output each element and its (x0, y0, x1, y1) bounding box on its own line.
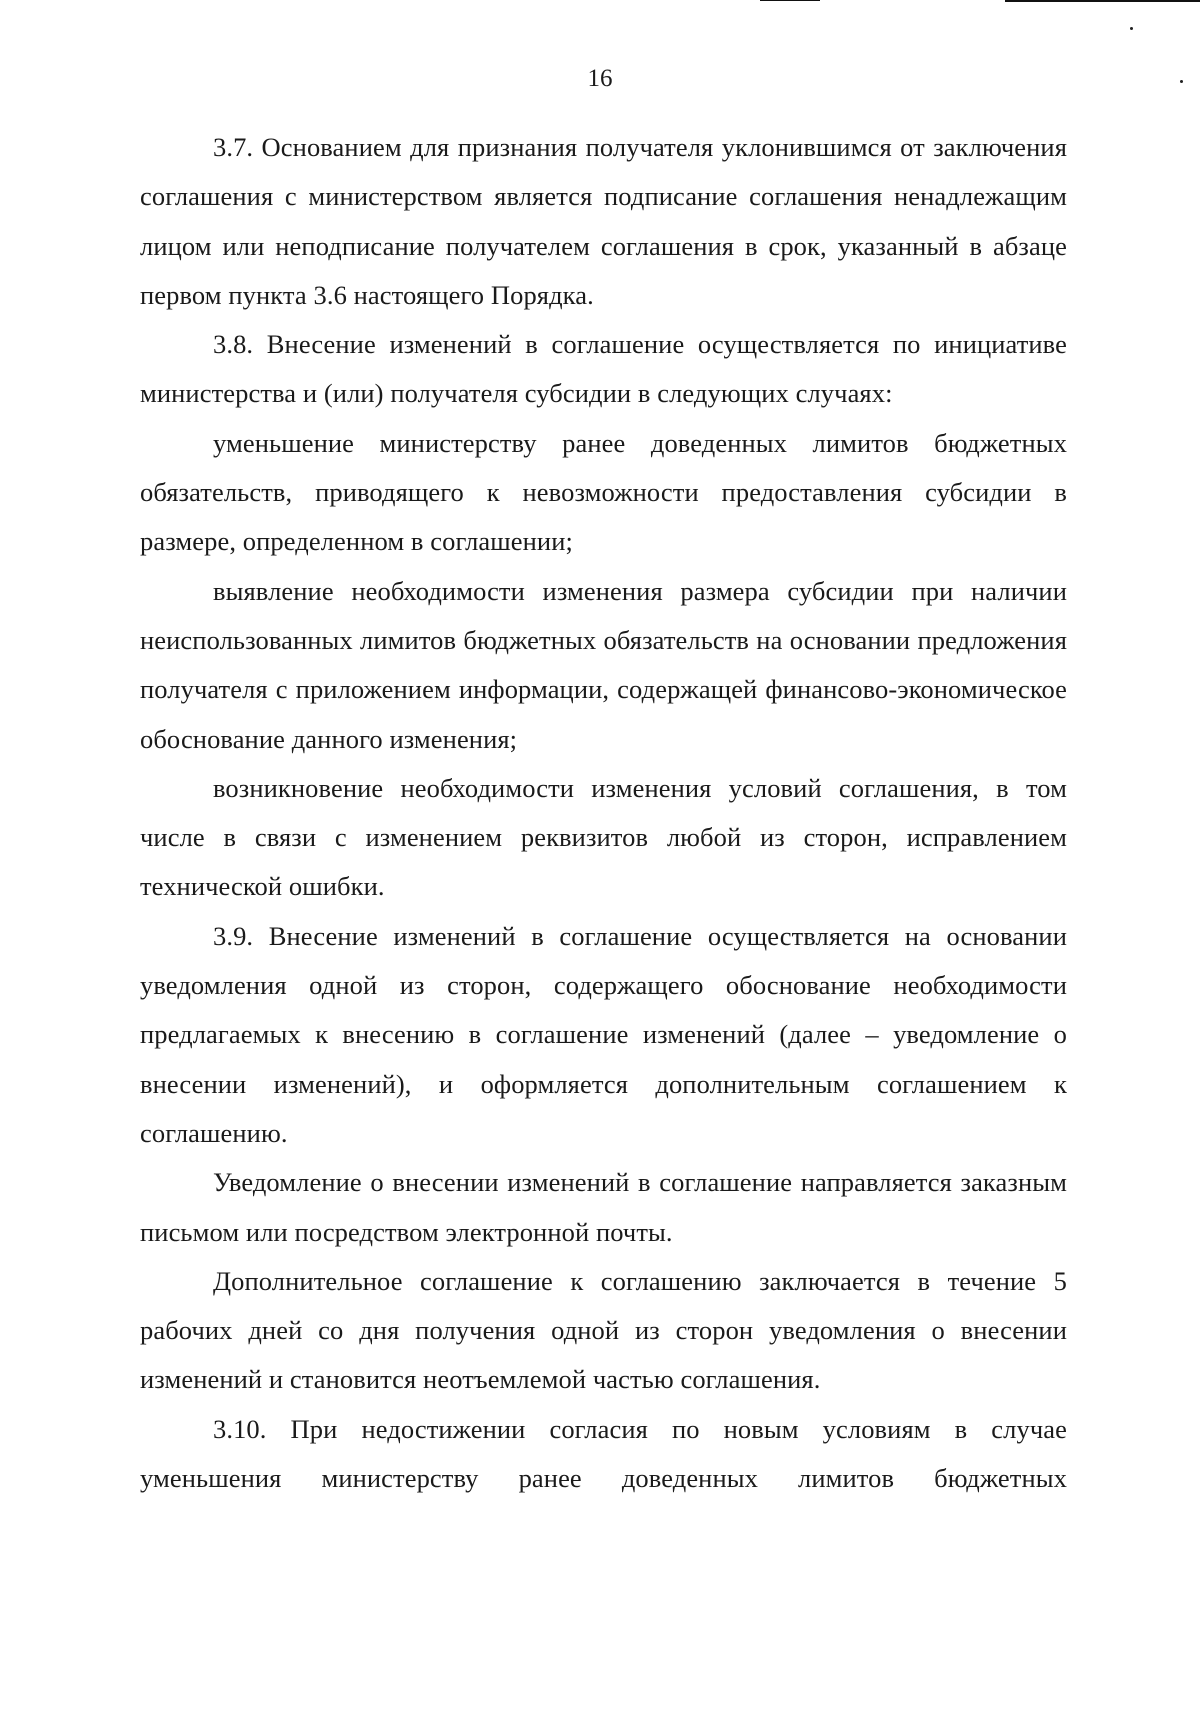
page-number: 16 (587, 65, 613, 92)
paragraph-3-7: 3.7. Основанием для признания получателя уклонившимся от заключения соглашения с министерством является подписание соглашения ненадлежащим лицом или неподписание получателем соглашения в срок, указанный в абзаце первом пункта 3.6 настоящего Порядка. (140, 132, 1067, 310)
paragraph-case-limit-reduction: уменьшение министерству ранее доведенных лимитов бюджетных обязательств, приводящего к невозможности предоставления субсидии в размере, определенном в соглашении; (140, 427, 1067, 557)
paragraph-3-10: 3.10. При недостижении согласия по новым условиям в случае уменьшения министерству ранее доведенных лимитов бюджетных (140, 1413, 1067, 1494)
paragraph-3-9: 3.9. Внесение изменений в соглашение осуществляется на основании уведомления одной из сторон, содержащего обоснование необходимости предлагаемых к внесению в соглашение изменений (далее – уведомление о внесении изменений), и оформляется дополнительным соглашением к соглашению. (140, 920, 1067, 1148)
paragraph-notification-delivery: Уведомление о внесении изменений в соглашение направляется заказным письмом или посредством электронной почты. (140, 1167, 1067, 1247)
paragraph-additional-agreement: Дополнительное соглашение к соглашению заключается в течение 5 рабочих дней со дня получения одной из сторон уведомления о внесении изменений и становится неотъемлемой частью соглашения. (140, 1265, 1067, 1395)
paragraph-case-subsidy-size-change: выявление необходимости изменения размера субсидии при наличии неиспользованных лимитов бюджетных обязательств на основании предложения получателя с приложением информации, содержащей финансово-экономическое обоснование данного изменения; (140, 575, 1067, 754)
scan-speck (1130, 27, 1133, 30)
scan-artifact-line (760, 0, 820, 1)
document-body (140, 123, 1067, 1503)
paragraph-3-8: 3.8. Внесение изменений в соглашение осуществляется по инициативе министерства и (или) получателя субсидии в следующих случаях: (140, 329, 1067, 409)
paragraph-case-conditions-change: возникновение необходимости изменения условий соглашения, в том числе в связи с изменением реквизитов любой из сторон, исправлением технической ошибки. (140, 772, 1067, 902)
scan-artifact-line (1005, 0, 1200, 2)
